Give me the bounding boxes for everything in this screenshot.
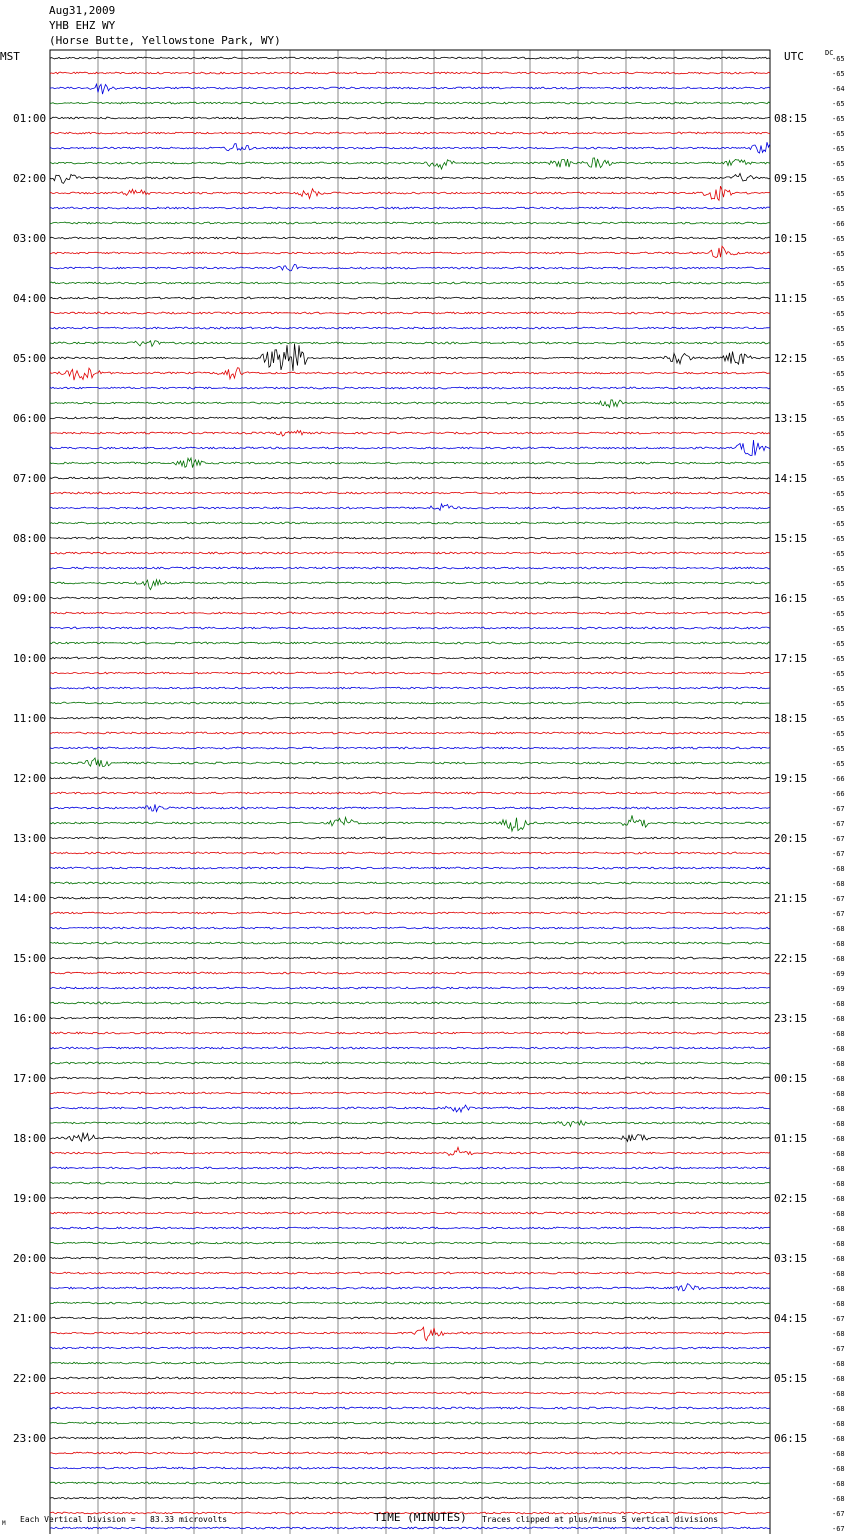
- trace-row: [50, 1377, 770, 1379]
- right-hour-label: 01:15: [774, 1132, 808, 1145]
- trace-row: [50, 1017, 770, 1019]
- dc-offset-label: -65: [832, 550, 845, 558]
- x-axis-title: TIME (MINUTES): [374, 1511, 467, 1524]
- right-hour-label: 08:15: [774, 112, 808, 125]
- right-hour-label: 23:15: [774, 1012, 808, 1025]
- dc-offset-label: -65: [832, 745, 845, 753]
- trace-row: [50, 1167, 770, 1169]
- dc-offset-label: -67: [832, 1510, 845, 1518]
- trace-row: [50, 1047, 770, 1049]
- footer-scale-note: Each Vertical Division = 83.33 microvolts: [20, 1515, 228, 1524]
- dc-offset-label: -68: [832, 1480, 845, 1488]
- dc-offset-label: -68: [832, 1240, 845, 1248]
- right-hour-label: 06:15: [774, 1432, 808, 1445]
- dc-offset-label: -65: [832, 325, 845, 333]
- right-hour-label: 02:15: [774, 1192, 808, 1205]
- trace-row: [50, 1197, 770, 1199]
- dc-offset-label: -67: [832, 820, 845, 828]
- dc-offset-label: -65: [832, 100, 845, 108]
- right-hour-label: 18:15: [774, 712, 808, 725]
- left-hour-label: 14:00: [13, 892, 47, 905]
- trace-row: [50, 237, 770, 239]
- dc-offset-label: -68: [832, 1150, 845, 1158]
- dc-offset-label: -65: [832, 520, 845, 528]
- left-hour-label: 19:00: [13, 1192, 47, 1205]
- dc-offset-label: -64: [832, 85, 845, 93]
- trace-row: [50, 327, 770, 329]
- dc-offset-label: -65: [832, 475, 845, 483]
- dc-offset-label: -69: [832, 985, 845, 993]
- dc-offset-label: -68: [832, 1360, 845, 1368]
- dc-offset-label: -65: [832, 280, 845, 288]
- dc-offset-label: -67: [832, 910, 845, 918]
- dc-offset-label: -68: [832, 1075, 845, 1083]
- header-location: (Horse Butte, Yellowstone Park, WY): [49, 34, 281, 47]
- trace-row: [50, 344, 770, 371]
- trace-row: [50, 297, 770, 299]
- trace-row: [50, 687, 770, 689]
- dc-offset-label: -68: [832, 1120, 845, 1128]
- left-hour-label: 11:00: [13, 712, 47, 725]
- left-hour-label: 09:00: [13, 592, 47, 605]
- trace-row: [50, 1362, 770, 1364]
- dc-offset-label: -67: [832, 805, 845, 813]
- dc-offset-label: -65: [832, 505, 845, 513]
- dc-offset-label: -65: [832, 295, 845, 303]
- trace-row: [50, 777, 770, 779]
- dc-offset-label: -65: [832, 565, 845, 573]
- dc-offset-label: -68: [832, 1210, 845, 1218]
- dc-offset-label: -65: [832, 730, 845, 738]
- right-hour-label: 17:15: [774, 652, 808, 665]
- dc-offset-label: -65: [832, 415, 845, 423]
- dc-offset-label: -68: [832, 1420, 845, 1428]
- dc-offset-label: -65: [832, 400, 845, 408]
- trace-row: [50, 522, 770, 524]
- trace-row: [50, 1317, 770, 1319]
- header-date: Aug31,2009: [49, 4, 116, 17]
- dc-offset-label: -68: [832, 1405, 845, 1413]
- left-hour-label: 21:00: [13, 1312, 47, 1325]
- dc-offset-label: -68: [832, 1435, 845, 1443]
- trace-row: [50, 1002, 770, 1004]
- dc-offset-label: -65: [832, 625, 845, 633]
- trace-row: [50, 1105, 770, 1112]
- trace-row: [50, 282, 770, 284]
- dc-offset-label: -65: [832, 130, 845, 138]
- dc-offset-label: -68: [832, 1030, 845, 1038]
- trace-row: [50, 758, 770, 767]
- right-hour-label: 00:15: [774, 1072, 808, 1085]
- trace-row: [50, 717, 770, 719]
- trace-row: [50, 132, 770, 134]
- dc-offset-label: -65: [832, 385, 845, 393]
- dc-offset-label: -68: [832, 940, 845, 948]
- trace-row: [50, 1302, 770, 1304]
- trace-row: [50, 867, 770, 869]
- trace-row: [50, 312, 770, 314]
- trace-row: [50, 341, 770, 347]
- left-hour-label: 02:00: [13, 172, 47, 185]
- trace-row: [50, 1147, 770, 1155]
- dc-offset-label: -68: [832, 1450, 845, 1458]
- trace-row: [50, 1257, 770, 1259]
- trace-row: [50, 1092, 770, 1094]
- dc-offset-label: -68: [832, 1060, 845, 1068]
- dc-offset-label: -65: [832, 760, 845, 768]
- right-hour-label: 19:15: [774, 772, 808, 785]
- trace-row: [50, 792, 770, 794]
- trace-row: [50, 1407, 770, 1409]
- left-hour-label: 20:00: [13, 1252, 47, 1265]
- trace-row: [50, 657, 770, 659]
- dc-offset-label: -67: [832, 1525, 845, 1533]
- left-hour-label: 13:00: [13, 832, 47, 845]
- dc-offset-label: -68: [832, 880, 845, 888]
- dc-offset-label: -65: [832, 370, 845, 378]
- trace-row: [50, 117, 770, 119]
- trace-row: [50, 1437, 770, 1439]
- right-hour-label: 13:15: [774, 412, 808, 425]
- trace-row: [50, 1467, 770, 1469]
- dc-offset-label: -68: [832, 925, 845, 933]
- dc-offset-label: -65: [832, 640, 845, 648]
- trace-row: [50, 987, 770, 989]
- trace-row: [50, 1497, 770, 1499]
- dc-offset-label: -67: [832, 835, 845, 843]
- left-hour-label: 15:00: [13, 952, 47, 965]
- dc-offset-label: -68: [832, 955, 845, 963]
- trace-row: [50, 1527, 770, 1529]
- left-hour-label: 03:00: [13, 232, 47, 245]
- trace-row: [50, 804, 770, 811]
- trace-row: [50, 173, 770, 183]
- dc-offset-label: -69: [832, 970, 845, 978]
- trace-row: [50, 642, 770, 644]
- right-hour-label: 03:15: [774, 1252, 808, 1265]
- dc-offset-label: -68: [832, 1375, 845, 1383]
- trace-row: [50, 246, 770, 257]
- trace-row: [50, 417, 770, 419]
- trace-row: [50, 440, 770, 456]
- dc-offset-label: -68: [832, 1255, 845, 1263]
- trace-row: [50, 627, 770, 629]
- trace-row: [50, 102, 770, 104]
- dc-offset-label: -65: [832, 355, 845, 363]
- trace-row: [50, 72, 770, 74]
- dc-offset-label: -68: [832, 1390, 845, 1398]
- dc-offset-label: -68: [832, 1045, 845, 1053]
- left-hour-label: 06:00: [13, 412, 47, 425]
- trace-row: [50, 368, 770, 381]
- dc-offset-label: -68: [832, 1090, 845, 1098]
- plot-frame: [50, 50, 770, 1534]
- trace-row: [50, 1212, 770, 1214]
- dc-offset-label: -65: [832, 700, 845, 708]
- dc-offset-label: -67: [832, 850, 845, 858]
- trace-row: [50, 1133, 770, 1142]
- trace-row: [50, 912, 770, 914]
- left-hour-label: 10:00: [13, 652, 47, 665]
- dc-offset-label: -65: [832, 250, 845, 258]
- left-timezone-label: MST: [0, 50, 20, 63]
- trace-row: [50, 492, 770, 494]
- trace-row: [50, 702, 770, 704]
- trace-row: [50, 186, 770, 200]
- trace-row: [50, 1032, 770, 1034]
- dc-offset-label: -65: [832, 655, 845, 663]
- right-hour-label: 10:15: [774, 232, 808, 245]
- right-hour-label: 12:15: [774, 352, 808, 365]
- trace-row: [50, 477, 770, 479]
- dc-offset-label: -65: [832, 685, 845, 693]
- dc-offset-label: -68: [832, 1000, 845, 1008]
- trace-row: [50, 852, 770, 854]
- left-hour-label: 05:00: [13, 352, 47, 365]
- header-station: YHB EHZ WY: [49, 19, 116, 32]
- right-hour-label: 16:15: [774, 592, 808, 605]
- dc-offset-label: -65: [832, 490, 845, 498]
- right-timezone-label: UTC: [784, 50, 804, 63]
- right-hour-label: 09:15: [774, 172, 808, 185]
- footer-corner-mark: M: [2, 1520, 6, 1527]
- right-hour-label: 21:15: [774, 892, 808, 905]
- left-hour-label: 01:00: [13, 112, 47, 125]
- dc-offset-label: -65: [832, 190, 845, 198]
- trace-row: [50, 1077, 770, 1079]
- dc-offset-label: -65: [832, 235, 845, 243]
- trace-row: [50, 57, 770, 59]
- dc-offset-label: -68: [832, 1270, 845, 1278]
- right-hour-label: 04:15: [774, 1312, 808, 1325]
- footer-clip-note: Traces clipped at plus/minus 5 vertical divisions: [482, 1515, 719, 1524]
- dc-offset-label: -68: [832, 1495, 845, 1503]
- trace-row: [50, 732, 770, 734]
- trace-row: [50, 1347, 770, 1349]
- trace-row: [50, 612, 770, 614]
- trace-row: [50, 1242, 770, 1244]
- trace-row: [50, 927, 770, 929]
- right-hour-label: 14:15: [774, 472, 808, 485]
- dc-offset-label: -65: [832, 670, 845, 678]
- left-hour-label: 16:00: [13, 1012, 47, 1025]
- dc-offset-label: -68: [832, 1105, 845, 1113]
- left-hour-label: 12:00: [13, 772, 47, 785]
- trace-row: [50, 1392, 770, 1394]
- trace-row: [50, 264, 770, 270]
- trace-row: [50, 1121, 770, 1127]
- dc-offset-label: -65: [832, 430, 845, 438]
- dc-offset-label: -67: [832, 895, 845, 903]
- trace-row: [50, 597, 770, 599]
- trace-row: [50, 1272, 770, 1274]
- trace-row: [50, 1062, 770, 1064]
- trace-row: [50, 458, 770, 468]
- dc-offset-label: -65: [832, 445, 845, 453]
- dc-offset-label: -65: [832, 610, 845, 618]
- dc-offset-label: -68: [832, 1135, 845, 1143]
- trace-row: [50, 837, 770, 839]
- dc-offset-label: -65: [832, 175, 845, 183]
- dc-offset-label: -65: [832, 205, 845, 213]
- dc-offset-label: -65: [832, 580, 845, 588]
- dc-offset-label: -68: [832, 1015, 845, 1023]
- trace-row: [50, 580, 770, 590]
- trace-row: [50, 1284, 770, 1291]
- trace-row: [50, 815, 770, 831]
- trace-row: [50, 747, 770, 749]
- dc-offset-label: -65: [832, 340, 845, 348]
- trace-row: [50, 1327, 770, 1340]
- dc-offset-label: -67: [832, 1315, 845, 1323]
- dc-offset-label: -68: [832, 865, 845, 873]
- left-hour-label: 04:00: [13, 292, 47, 305]
- trace-row: [50, 430, 770, 436]
- trace-row: [50, 387, 770, 389]
- dc-offset-label: -65: [832, 145, 845, 153]
- dc-offset-label: -65: [832, 715, 845, 723]
- right-hour-label: 15:15: [774, 532, 808, 545]
- trace-row: [50, 1182, 770, 1184]
- trace-row: [50, 142, 770, 153]
- trace-row: [50, 537, 770, 539]
- trace-row: [50, 1482, 770, 1484]
- trace-row: [50, 672, 770, 674]
- right-hour-label: 22:15: [774, 952, 808, 965]
- trace-row: [50, 1227, 770, 1229]
- trace-row: [50, 207, 770, 209]
- dc-offset-label: -66: [832, 220, 845, 228]
- dc-offset-label: -65: [832, 115, 845, 123]
- dc-offset-label: -68: [832, 1330, 845, 1338]
- trace-row: [50, 972, 770, 974]
- dc-offset-label: -68: [832, 1225, 845, 1233]
- trace-row: [50, 882, 770, 884]
- trace-row: [50, 567, 770, 569]
- right-hour-label: 11:15: [774, 292, 808, 305]
- right-hour-label: 05:15: [774, 1372, 808, 1385]
- trace-row: [50, 1452, 770, 1454]
- trace-row: [50, 400, 770, 408]
- dc-offset-label: -65: [832, 310, 845, 318]
- dc-offset-label: -65: [832, 265, 845, 273]
- dc-offset-label: -66: [832, 790, 845, 798]
- right-hour-label: 20:15: [774, 832, 808, 845]
- trace-row: [50, 158, 770, 169]
- left-hour-label: 07:00: [13, 472, 47, 485]
- trace-row: [50, 942, 770, 944]
- dc-header-label: DC: [825, 49, 834, 57]
- trace-row: [50, 1422, 770, 1424]
- dc-offset-label: -66: [832, 775, 845, 783]
- dc-offset-label: -65: [832, 595, 845, 603]
- left-hour-label: 08:00: [13, 532, 47, 545]
- dc-offset-label: -65: [832, 70, 845, 78]
- dc-offset-label: -68: [832, 1285, 845, 1293]
- dc-offset-label: -65: [832, 460, 845, 468]
- trace-row: [50, 957, 770, 959]
- dc-offset-label: -65: [832, 55, 845, 63]
- dc-offset-label: -67: [832, 1345, 845, 1353]
- dc-offset-label: -68: [832, 1165, 845, 1173]
- left-hour-label: 23:00: [13, 1432, 47, 1445]
- left-hour-label: 22:00: [13, 1372, 47, 1385]
- dc-offset-label: -68: [832, 1180, 845, 1188]
- dc-offset-label: -68: [832, 1300, 845, 1308]
- dc-offset-label: -65: [832, 535, 845, 543]
- trace-row: [50, 552, 770, 554]
- dc-offset-label: -65: [832, 160, 845, 168]
- left-hour-label: 17:00: [13, 1072, 47, 1085]
- dc-offset-label: -68: [832, 1195, 845, 1203]
- trace-row: [50, 504, 770, 510]
- trace-row: [50, 897, 770, 899]
- trace-row: [50, 222, 770, 224]
- trace-row: [50, 84, 770, 94]
- left-hour-label: 18:00: [13, 1132, 47, 1145]
- dc-offset-label: -68: [832, 1465, 845, 1473]
